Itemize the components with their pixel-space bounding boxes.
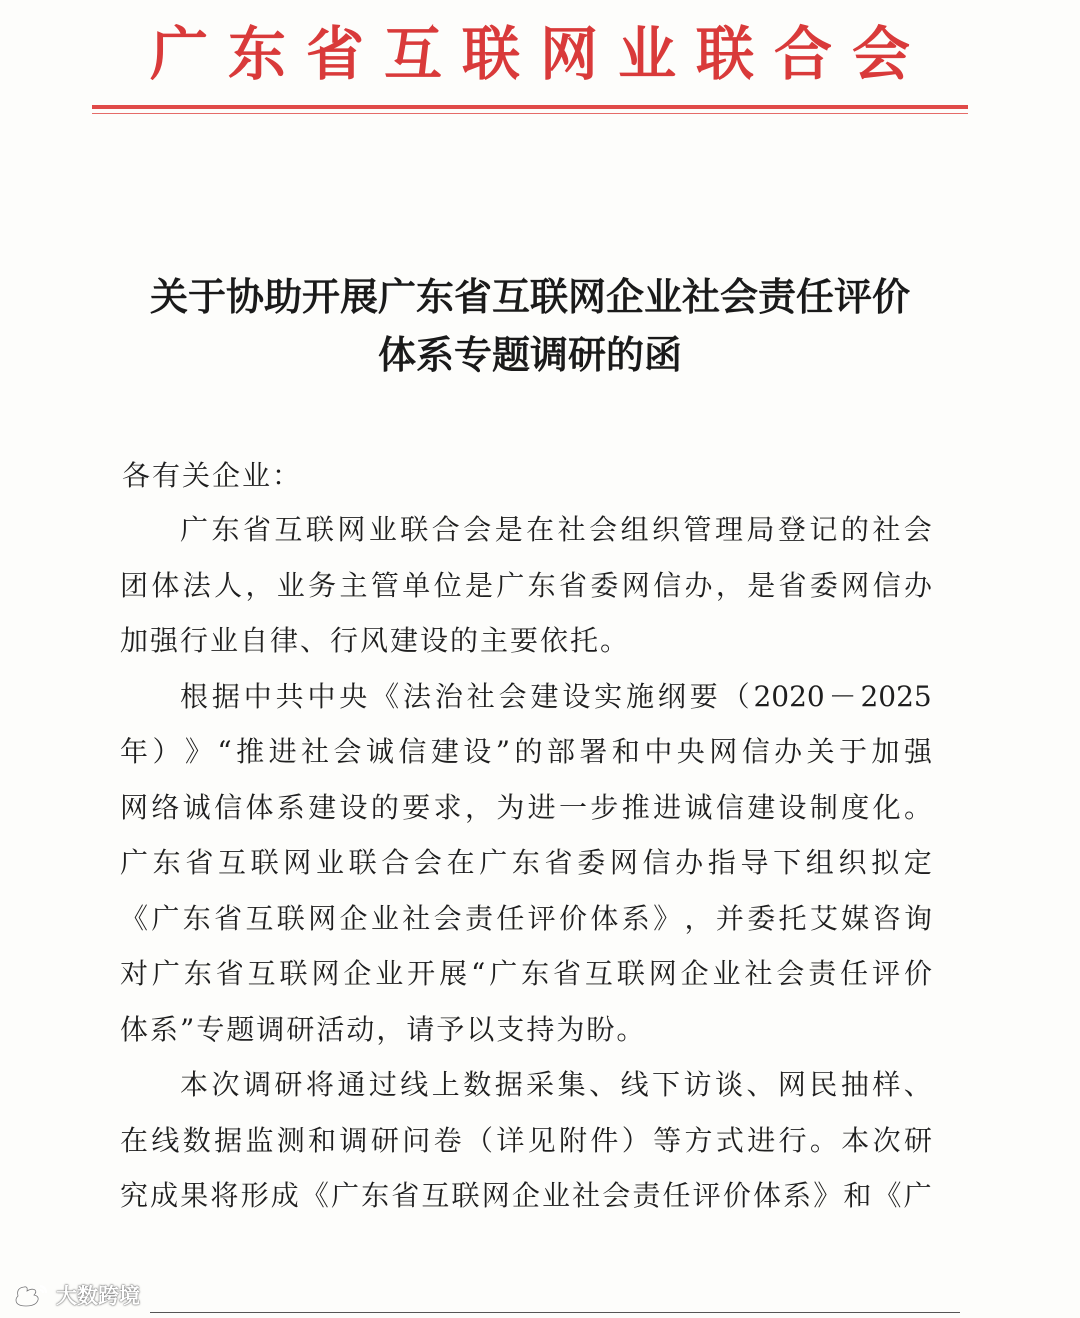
body-line: 本 次 调 研 将 通 过 线 上 数 据 采 集 、 线 下 访 谈 、 网 民 抽 样 、: [180, 1068, 932, 1101]
document-title-line-2: 体系专题调研的函: [377, 333, 682, 377]
document-title: [100, 268, 960, 384]
body-line: 根 据 中 共 中 央 《 法 治 社 会 建 设 实 施 纲 要 （ 2020 － 2025: [180, 679, 932, 713]
body-line: 年 ） 》 “ 推 进 社 会 诚 信 建 设 ” 的 部 署 和 中 央 网 信 办 关 于 加 强: [120, 735, 932, 768]
watermark-text: 大数跨境: [56, 1284, 140, 1308]
letterhead-red-rule-thick: [92, 105, 968, 109]
body-line: 团 体 法 人 ， 业 务 主 管 单 位 是 广 东 省 委 网 信 办 ， 是 省 委 网 信 办: [120, 568, 932, 602]
body-line: 广 东 省 互 联 网 业 联 合 会 在 广 东 省 委 网 信 办 指 导 下 组 织 拟 定: [120, 846, 932, 879]
salutation: 各有关企业：: [122, 459, 303, 492]
body-line: 体系”专题调研活动，请予以支持为盼。: [120, 1012, 647, 1046]
body-line: 加强行业自律、行风建设的主要依托。: [120, 624, 631, 657]
letterhead-red-rule-thin: [92, 113, 968, 114]
body-line: 广 东 省 互 联 网 业 联 合 会 是 在 社 会 组 织 管 理 局 登 记 的 社 会: [180, 513, 932, 546]
document-title-line-1: 关于协助开展广东省互联网企业社会责任评价: [149, 275, 910, 319]
footer-rule: [150, 1312, 960, 1313]
watermark: [12, 1280, 140, 1310]
body-line: 对 广 东 省 互 联 网 企 业 开 展 “ 广 东 省 互 联 网 企 业 社 会 责 任 评 价: [120, 957, 932, 990]
body-line: 究 成 果 将 形 成 《 广 东 省 互 联 网 企 业 社 会 责 任 评 价 体 系 》 和 《 广: [120, 1179, 932, 1212]
body-line: 在 线 数 据 监 测 和 调 研 问 卷 （ 详 见 附 件 ） 等 方 式 进 行 。 本 次 研: [120, 1123, 932, 1157]
body-line: 网 络 诚 信 体 系 建 设 的 要 求 ， 为 进 一 步 推 进 诚 信 建 设 制 度 化 。: [120, 790, 932, 824]
body-line: 《 广 东 省 互 联 网 企 业 社 会 责 任 评 价 体 系 》 ， 并 委 托 艾 媒 咨 询: [120, 901, 932, 935]
weibo-style-logo-icon: [12, 1282, 50, 1308]
letter-body: [120, 502, 932, 1224]
letterhead-org-name: 广东省互联网业联合会: [149, 20, 930, 88]
